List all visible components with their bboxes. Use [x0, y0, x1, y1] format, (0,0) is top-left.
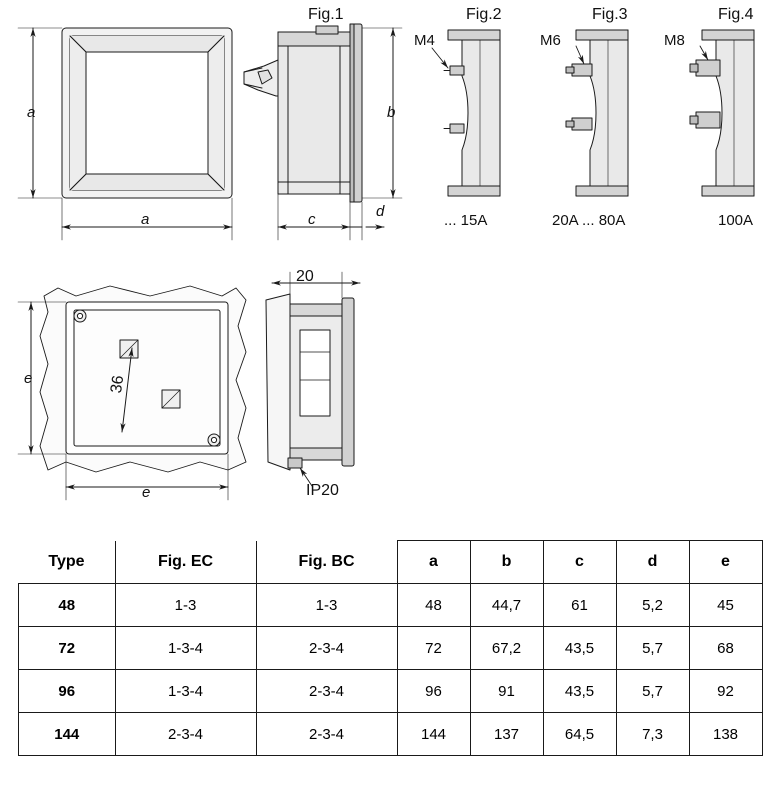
cell-fig-bc: 2-3-4 — [256, 713, 397, 756]
cell-a: 72 — [397, 627, 470, 670]
cell-c: 64,5 — [543, 713, 616, 756]
cell-fig-bc: 1-3 — [256, 584, 397, 627]
screw-m8-upper — [690, 60, 720, 76]
header-d: d — [616, 541, 689, 584]
cell-fig-ec: 1-3-4 — [115, 670, 256, 713]
label-dimension-e-horizontal: e — [142, 484, 151, 501]
cell-fig-bc: 2-3-4 — [256, 670, 397, 713]
header-e: e — [689, 541, 762, 584]
label-fig4: Fig.4 — [718, 6, 754, 23]
label-dimension-a-vertical: a — [27, 104, 36, 121]
cell-a: 96 — [397, 670, 470, 713]
cell-type: 48 — [19, 584, 116, 627]
table-row — [19, 627, 763, 670]
cell-b: 67,2 — [470, 627, 543, 670]
table-row — [19, 670, 763, 713]
cell-fig-ec: 2-3-4 — [115, 713, 256, 756]
label-dimension-e-vertical: e — [24, 370, 33, 387]
cell-c: 43,5 — [543, 627, 616, 670]
label-fig1: Fig.1 — [308, 6, 344, 23]
header-fig-bc: Fig. BC — [256, 541, 397, 584]
label-diagonal-36: 36 — [108, 374, 128, 395]
header-fig-ec: Fig. EC — [115, 541, 256, 584]
cell-type: 96 — [19, 670, 116, 713]
side-view-fig1 — [244, 24, 362, 202]
cell-d: 5,2 — [616, 584, 689, 627]
cell-c: 43,5 — [543, 670, 616, 713]
cell-e: 92 — [689, 670, 762, 713]
header-c: c — [543, 541, 616, 584]
cell-type: 144 — [19, 713, 116, 756]
label-m8: M8 — [664, 32, 685, 49]
terminal-view-fig4 — [690, 30, 754, 196]
cell-type: 72 — [19, 627, 116, 670]
label-current-range-100a: 100A — [718, 212, 754, 229]
screw-m6-lower — [566, 118, 592, 130]
label-current-range-15a: ... 15A — [444, 212, 488, 229]
label-depth-20: 20 — [296, 268, 314, 285]
cell-c: 61 — [543, 584, 616, 627]
screw-m8-lower — [690, 112, 720, 128]
cell-fig-ec: 1-3-4 — [115, 627, 256, 670]
label-dimension-d: d — [376, 203, 385, 220]
dimension-a-vertical — [18, 28, 62, 198]
header-type: Type — [19, 541, 116, 584]
table-header-row — [19, 541, 763, 584]
front-view-top — [62, 28, 232, 198]
cell-e: 68 — [689, 627, 762, 670]
label-m6: M6 — [540, 32, 561, 49]
label-dimension-c: c — [308, 211, 316, 228]
screw-m4-lower — [444, 124, 464, 133]
terminal-view-fig2 — [432, 30, 500, 196]
cell-d: 5,7 — [616, 627, 689, 670]
header-a: a — [397, 541, 470, 584]
cell-e: 138 — [689, 713, 762, 756]
cell-a: 48 — [397, 584, 470, 627]
table-row — [19, 713, 763, 756]
label-dimension-a-horizontal: a — [141, 211, 150, 228]
cell-fig-bc: 2-3-4 — [256, 627, 397, 670]
label-fig2: Fig.2 — [466, 6, 502, 23]
cell-b: 137 — [470, 713, 543, 756]
label-fig3: Fig.3 — [592, 6, 628, 23]
cell-e: 45 — [689, 584, 762, 627]
dimension-b — [362, 28, 402, 198]
cell-fig-ec: 1-3 — [115, 584, 256, 627]
cell-d: 7,3 — [616, 713, 689, 756]
label-dimension-b: b — [387, 104, 396, 121]
label-ip-rating: IP20 — [306, 482, 339, 499]
cell-a: 144 — [397, 713, 470, 756]
terminal-view-fig3 — [566, 30, 628, 196]
label-current-range-20-80a: 20A ... 80A — [552, 212, 626, 229]
screw-m6-upper — [566, 64, 592, 76]
specifications-table — [18, 540, 763, 756]
cell-d: 5,7 — [616, 670, 689, 713]
label-m4: M4 — [414, 32, 435, 49]
mounted-side-section — [266, 272, 360, 486]
panel-cutout-view — [40, 286, 246, 472]
cell-b: 91 — [470, 670, 543, 713]
cell-b: 44,7 — [470, 584, 543, 627]
table-row — [19, 584, 763, 627]
header-b: b — [470, 541, 543, 584]
